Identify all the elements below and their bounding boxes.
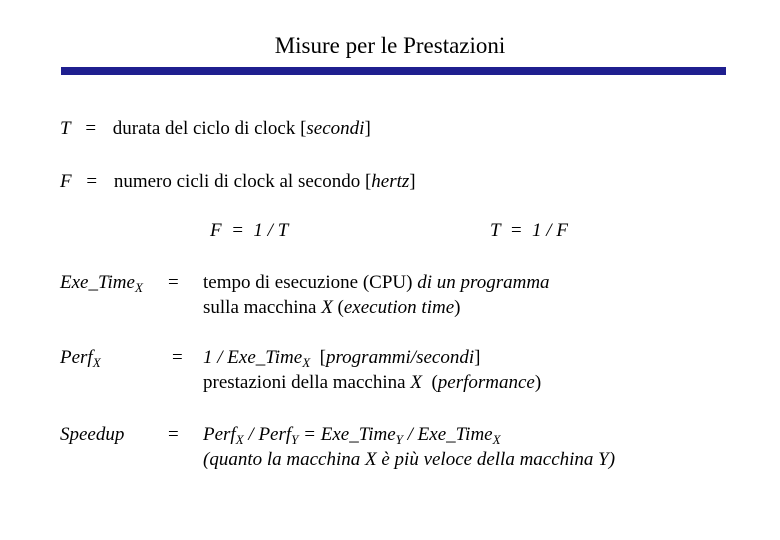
speedup-term4: / Exe_Time <box>402 424 493 445</box>
definition-f-unit: hertz <box>371 171 410 192</box>
perf-line1 <box>203 347 480 369</box>
definition-f <box>60 171 416 193</box>
definition-t-unit: secondi <box>306 118 365 139</box>
exe-time-label-text: Exe_Time <box>60 272 135 293</box>
speedup-explanation: (quanto la macchina X è più veloce della macchina Y) <box>203 449 616 470</box>
definition-t-text: durata del ciclo di clock [ <box>112 118 307 139</box>
title-underline <box>61 67 726 75</box>
symbol-t: T <box>60 118 71 139</box>
speedup-term2: / Perf <box>243 424 292 445</box>
equals-sign: = <box>86 171 98 192</box>
exe-time-label-sub: X <box>134 280 143 295</box>
perf-desc: prestazioni della macchina <box>203 372 411 393</box>
bracket-close: ] <box>409 171 416 192</box>
exe-time-line1 <box>203 272 550 294</box>
slide-title: Misure per le Prestazioni <box>274 33 506 58</box>
bracket-close: ] <box>474 347 481 368</box>
equals-sign: = <box>168 272 179 293</box>
equals-sign: = <box>172 347 183 368</box>
exe-time-english: execution time <box>343 297 455 318</box>
exe-time-label <box>60 272 143 294</box>
symbol-f: F <box>60 171 72 192</box>
relation-f-of-t: F = 1 / T <box>210 220 289 241</box>
machine-x: X <box>410 372 422 393</box>
perf-line2 <box>203 372 541 394</box>
perf-label-text: Perf <box>60 347 93 368</box>
speedup-formula <box>203 424 501 446</box>
perf-formula-sub: X <box>302 355 311 370</box>
paren-open: ( <box>332 297 344 318</box>
speedup-term2-sub: Y <box>291 432 299 447</box>
exe-time-line2 <box>203 297 460 319</box>
definition-f-text: numero cicli di clock al secondo [ <box>113 171 372 192</box>
speedup-term3: = Exe_Time <box>298 424 396 445</box>
perf-label <box>60 347 101 369</box>
definition-t <box>60 118 371 140</box>
relation-t-of-f: T = 1 / F <box>490 220 568 241</box>
exe-time-desc: tempo di esecuzione (CPU) <box>203 272 418 293</box>
paren-close: ) <box>534 372 542 393</box>
exe-time-desc2: sulla macchina <box>203 297 322 318</box>
exe-time-desc-italic: di un programma <box>417 272 550 293</box>
perf-english: performance <box>437 372 535 393</box>
paren-close: ) <box>454 297 461 318</box>
speedup-term4-sub: X <box>492 432 501 447</box>
speedup-term1-sub: X <box>235 432 244 447</box>
equals-sign: = <box>85 118 97 139</box>
speedup-label: Speedup <box>60 424 125 445</box>
perf-label-sub: X <box>92 355 101 370</box>
speedup-term3-sub: Y <box>395 432 403 447</box>
equals-sign: = <box>168 424 179 445</box>
paren-open: ( <box>421 372 438 393</box>
perf-unit: programmi/secondi <box>325 347 475 368</box>
bracket-close: ] <box>364 118 371 139</box>
bracket-open: [ <box>310 347 326 368</box>
speedup-term1: Perf <box>203 424 236 445</box>
perf-formula: 1 / Exe_Time <box>203 347 303 368</box>
machine-x: X <box>321 297 333 318</box>
